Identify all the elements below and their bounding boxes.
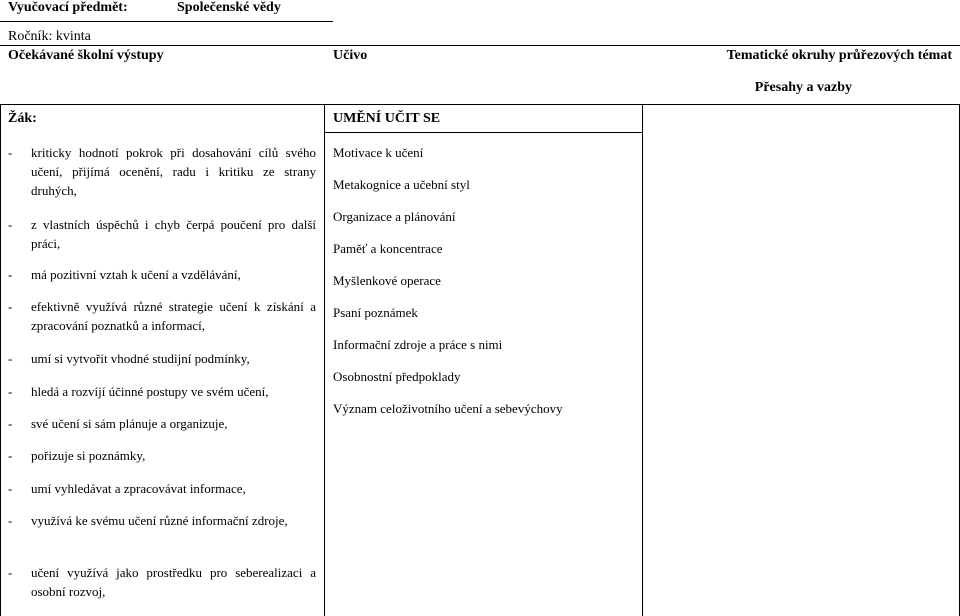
column-header-outcomes: Očekávané školní výstupy	[8, 48, 164, 63]
outcome-item: - využívá ke svému učení různé informační zdroje,	[8, 513, 288, 528]
outcome-item: - efektivně využívá různé strategie učení k získání a zpracování poznatků a informací,	[8, 299, 316, 333]
subject-label: Vyučovací předmět:	[8, 0, 128, 15]
column-divider-2	[642, 104, 643, 616]
outcome-item: - umí si vytvořit vhodné studijní podmínky,	[8, 351, 250, 366]
curriculum-title: UMĚNÍ UČIT SE	[333, 111, 441, 126]
curriculum-item: Paměť a koncentrace	[333, 241, 443, 256]
curriculum-item: Osobnostní předpoklady	[333, 369, 461, 384]
outcome-item: - umí vyhledávat a zpracovávat informace,	[8, 481, 246, 496]
table-header-border	[0, 104, 960, 105]
outcome-item: - učení využívá jako prostředku pro seberealizaci a osobní rozvoj,	[8, 565, 316, 599]
curriculum-item: Motivace k učení	[333, 145, 424, 160]
curriculum-title-rule	[324, 132, 642, 133]
student-label: Žák:	[8, 111, 37, 126]
header-rule	[0, 21, 333, 22]
column-divider-1	[324, 104, 325, 616]
column-header-curriculum: Učivo	[333, 48, 368, 63]
table-top-border	[0, 45, 960, 46]
curriculum-item: Informační zdroje a práce s nimi	[333, 337, 503, 352]
grade-label: Ročník: kvinta	[8, 29, 91, 44]
column-header-overlaps: Přesahy a vazby	[754, 80, 852, 95]
column-header-themes: Tematické okruhy průřezových témat	[726, 48, 952, 63]
outcome-item: - své učení si sám plánuje a organizuje,	[8, 416, 228, 431]
outcome-item: - pořizuje si poznámky,	[8, 448, 146, 463]
outcome-item: - kriticky hodnotí pokrok při dosahování cílů svého učení, přijímá ocenění, radu i kritiku ze strany druhých,	[8, 145, 316, 198]
curriculum-item: Organizace a plánování	[333, 209, 456, 224]
subject-value: Společenské vědy	[177, 0, 281, 15]
outcome-item: - z vlastních úspěchů i chyb čerpá poučení pro další práci,	[8, 217, 316, 251]
outcome-item: - hledá a rozvíjí účinné postupy ve svém učení,	[8, 384, 269, 399]
curriculum-item: Psaní poznámek	[333, 305, 418, 320]
table-left-border	[0, 104, 1, 616]
curriculum-item: Metakognice a učební styl	[333, 177, 470, 192]
outcome-item: - má pozitivní vztah k učení a vzdělávání,	[8, 267, 241, 282]
curriculum-item: Význam celoživotního učení a sebevýchovy	[333, 401, 563, 416]
curriculum-item: Myšlenkové operace	[333, 273, 441, 288]
